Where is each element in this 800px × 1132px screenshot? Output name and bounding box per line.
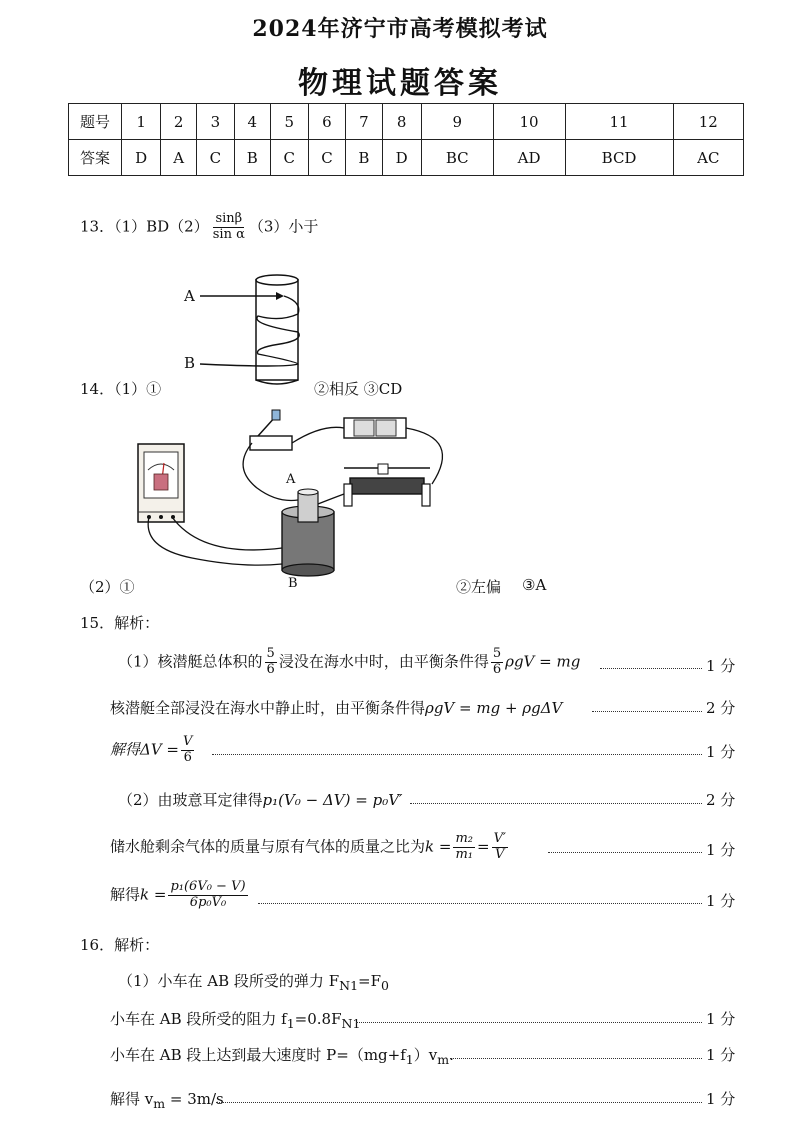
score-label: 1 分 bbox=[706, 1010, 736, 1028]
leader-dots bbox=[548, 852, 702, 853]
table-row-answers bbox=[69, 140, 744, 176]
table-cell: 9 bbox=[421, 104, 493, 140]
score-label: 1 分 bbox=[706, 841, 736, 859]
table-cell: AC bbox=[673, 140, 743, 176]
q15-l6-text: 解得 bbox=[110, 885, 141, 904]
table-cell: 5 bbox=[270, 104, 308, 140]
circuit-figure bbox=[132, 408, 472, 583]
table-cell: 10 bbox=[493, 104, 565, 140]
q14-label: 14． bbox=[80, 380, 115, 398]
q15-l6-frac bbox=[168, 880, 247, 911]
q14-part1b: ②相反 ③CD bbox=[314, 380, 403, 398]
leader-dots bbox=[450, 1058, 702, 1059]
q15-line3 bbox=[110, 735, 196, 766]
q14-line1 bbox=[80, 378, 161, 399]
frac-numerator: V bbox=[183, 734, 193, 749]
q15-l5-frac1 bbox=[453, 832, 475, 863]
frac-denominator: 6 bbox=[492, 661, 502, 677]
score-label: 2 分 bbox=[706, 791, 736, 809]
answer-table bbox=[68, 103, 744, 176]
leader-dots bbox=[592, 711, 702, 712]
q14-part2c: ③A bbox=[522, 576, 547, 594]
q15-l6-k: k = bbox=[140, 885, 167, 904]
q13-line bbox=[80, 212, 318, 243]
score-label: 1 分 bbox=[706, 1090, 736, 1108]
score-label: 1 分 bbox=[706, 892, 736, 910]
frac-numerator: p₁(6V₀ − V) bbox=[170, 879, 246, 894]
q15-line1 bbox=[118, 647, 580, 678]
q13-fraction bbox=[211, 212, 247, 243]
q15-line5 bbox=[110, 832, 510, 863]
q14-part2: （2）① bbox=[80, 578, 135, 596]
table-cell: BC bbox=[421, 140, 493, 176]
q16-l3-text: 小车在 AB 段上达到最大速度时 P=（mg+f bbox=[110, 1046, 406, 1064]
q15-l1-formula: ρgV = mg bbox=[505, 652, 581, 671]
q15-line4 bbox=[118, 789, 402, 810]
q13-part3: （3）小于 bbox=[248, 217, 319, 236]
table-cell: C bbox=[197, 140, 235, 176]
subscript: m bbox=[437, 1052, 450, 1067]
q16-l2-text2: =0.8F bbox=[294, 1010, 342, 1028]
q15-l2-text: 核潜艇全部浸没在海水中静止时，由平衡条件得 bbox=[110, 699, 426, 717]
coil-cylinder-figure bbox=[180, 272, 400, 392]
q13-part1: （1）BD（2） bbox=[114, 217, 209, 236]
answer-title: 物理试题答案 bbox=[298, 66, 502, 101]
q15-l5-k: k = bbox=[425, 837, 452, 856]
table-cell: 8 bbox=[382, 104, 421, 140]
q15-l3-frac bbox=[181, 735, 194, 766]
score-label: 2 分 bbox=[706, 699, 736, 717]
table-cell: B bbox=[234, 140, 270, 176]
q15-l2-formula: ρgV = mg + ρgΔV bbox=[425, 699, 563, 717]
q14-part1: （1）① bbox=[114, 380, 162, 398]
q15-l5-text: 储水舱剩余气体的质量与原有气体的质量之比为 bbox=[110, 837, 426, 856]
q15-l5-frac2 bbox=[492, 832, 508, 863]
q15-line2 bbox=[110, 697, 562, 718]
score-label: 1 分 bbox=[706, 657, 736, 675]
frac-numerator: m₂ bbox=[455, 831, 473, 846]
q16-l3-text3: . bbox=[449, 1046, 454, 1064]
table-cell: C bbox=[270, 140, 308, 176]
subscript: 1 bbox=[405, 1052, 414, 1067]
leader-dots bbox=[600, 668, 702, 669]
q15-l3-text: 解得ΔV = bbox=[110, 740, 180, 759]
q16-label: 16．解析： bbox=[80, 936, 160, 954]
frac-numerator: V′ bbox=[493, 831, 506, 846]
score-label: 1 分 bbox=[706, 1046, 736, 1064]
row-header-answer: 答案 bbox=[69, 140, 122, 176]
q16-l3-text2: ）v bbox=[413, 1046, 438, 1064]
table-cell: A bbox=[161, 140, 197, 176]
q15-line6 bbox=[110, 880, 250, 911]
table-cell: C bbox=[308, 140, 346, 176]
frac-denominator: 6 bbox=[266, 661, 275, 677]
q16-line4 bbox=[110, 1088, 224, 1111]
q16-l2-text: 小车在 AB 段所受的阻力 f bbox=[110, 1010, 287, 1028]
q15-l1-frac2 bbox=[491, 647, 503, 678]
table-cell: 2 bbox=[161, 104, 197, 140]
leader-dots bbox=[216, 1102, 702, 1103]
frac-numerator: 5 bbox=[266, 646, 275, 661]
table-cell: 7 bbox=[346, 104, 382, 140]
q15-label: 15．解析： bbox=[80, 614, 160, 632]
fig14-label-b: B bbox=[288, 576, 298, 591]
table-cell: 11 bbox=[565, 104, 673, 140]
q16-line1 bbox=[118, 970, 389, 993]
frac-numerator: sinβ bbox=[215, 211, 243, 226]
table-cell: 1 bbox=[122, 104, 161, 140]
q16-l4-text: 解得 v bbox=[110, 1090, 154, 1108]
q16-l1-text2: =F bbox=[358, 972, 381, 990]
fig13-label-b: B bbox=[184, 354, 196, 372]
row-header-number: 题号 bbox=[69, 104, 122, 140]
q16-line3 bbox=[110, 1044, 454, 1067]
q15-l1-text2: 浸没在海水中时，由平衡条件得 bbox=[278, 652, 489, 671]
q13-label: 13． bbox=[80, 217, 115, 236]
leader-dots bbox=[212, 754, 702, 755]
q15-l1-text: （1）核潜艇总体积的 bbox=[118, 652, 263, 671]
leader-dots bbox=[258, 903, 702, 904]
score-label: 1 分 bbox=[706, 743, 736, 761]
frac-denominator: 6 bbox=[183, 749, 192, 765]
q16-line2 bbox=[110, 1008, 360, 1031]
table-cell: 12 bbox=[673, 104, 743, 140]
subscript: 0 bbox=[381, 978, 389, 993]
table-cell: D bbox=[122, 140, 161, 176]
frac-denominator: m₁ bbox=[455, 846, 473, 862]
q15-l4-formula: p₁(V₀ − ΔV) = p₀V′ bbox=[262, 791, 403, 809]
leader-dots bbox=[356, 1022, 702, 1023]
fig13-label-a: A bbox=[184, 287, 195, 305]
table-row-numbers bbox=[69, 104, 744, 140]
frac-denominator: V bbox=[495, 846, 505, 862]
frac-numerator: 5 bbox=[492, 646, 502, 661]
q15-l5-eq: = bbox=[477, 837, 490, 856]
exam-title: 2024年济宁市高考模拟考试 bbox=[252, 16, 548, 42]
table-cell: AD bbox=[493, 140, 565, 176]
fig14-label-a: A bbox=[286, 472, 296, 487]
table-cell: 4 bbox=[234, 104, 270, 140]
table-cell: B bbox=[346, 140, 382, 176]
table-cell: D bbox=[382, 140, 421, 176]
q15-l4-text: （2）由玻意耳定律得 bbox=[118, 791, 263, 809]
q16-l1-text: （1）小车在 AB 段所受的弹力 F bbox=[118, 972, 340, 990]
frac-denominator: 6p₀V₀ bbox=[189, 894, 227, 910]
frac-denominator: sin α bbox=[212, 226, 245, 242]
subscript: m bbox=[153, 1096, 166, 1111]
q16-l4-text2: = 3m/s bbox=[165, 1090, 224, 1108]
table-cell: 6 bbox=[308, 104, 346, 140]
q14-part2b: ②左偏 bbox=[456, 578, 502, 596]
q15-l1-frac bbox=[265, 647, 277, 678]
subscript: N1 bbox=[339, 978, 359, 993]
subscript: 1 bbox=[286, 1016, 295, 1031]
subscript: N1 bbox=[341, 1016, 361, 1031]
table-cell: 3 bbox=[197, 104, 235, 140]
table-cell: BCD bbox=[565, 140, 673, 176]
leader-dots bbox=[410, 803, 702, 804]
